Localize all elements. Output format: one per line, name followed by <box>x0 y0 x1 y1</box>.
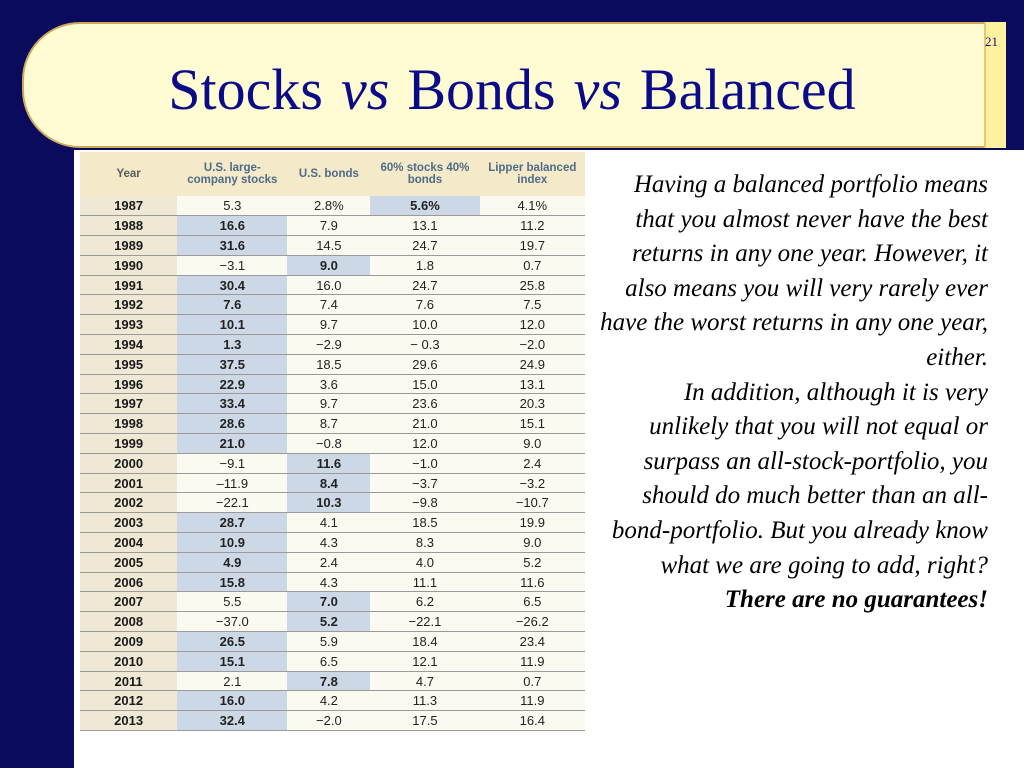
value-cell: 21.0 <box>177 434 287 454</box>
table-row <box>80 196 585 216</box>
value-cell: 1.8 <box>370 255 479 275</box>
table-row <box>80 275 585 295</box>
title-bonds: Bonds <box>407 57 556 122</box>
paragraph-addition: In addition, although it is very unlikely that you will not equal or surpass an all-stock-portfolio, you should do much better than an all-bond-portfolio. But you already know what we are going to add, right? <box>611 378 988 579</box>
value-cell: 11.9 <box>480 651 585 671</box>
value-cell: 5.3 <box>177 196 287 216</box>
year-cell: 1999 <box>80 434 177 454</box>
value-cell: 15.1 <box>480 414 585 434</box>
title-balanced: Balanced <box>639 57 856 122</box>
value-cell: 11.9 <box>480 691 585 711</box>
value-cell: 0.7 <box>480 671 585 691</box>
value-cell: 3.6 <box>287 374 370 394</box>
value-cell: 18.5 <box>287 354 370 374</box>
slide-title <box>0 50 1024 130</box>
value-cell: 10.0 <box>370 315 479 335</box>
value-cell: −26.2 <box>480 612 585 632</box>
year-cell: 1990 <box>80 255 177 275</box>
table-row <box>80 533 585 553</box>
value-cell: 6.2 <box>370 592 479 612</box>
value-cell: 4.3 <box>287 533 370 553</box>
year-cell: 2012 <box>80 691 177 711</box>
value-cell: 7.9 <box>287 216 370 236</box>
year-cell: 2006 <box>80 572 177 592</box>
value-cell: 28.6 <box>177 414 287 434</box>
year-cell: 2008 <box>80 612 177 632</box>
value-cell: 0.7 <box>480 255 585 275</box>
value-cell: 11.6 <box>480 572 585 592</box>
table-row <box>80 434 585 454</box>
value-cell: 10.3 <box>287 493 370 513</box>
value-cell: 11.6 <box>287 453 370 473</box>
value-cell: 16.4 <box>480 711 585 731</box>
table-row <box>80 552 585 572</box>
value-cell: 20.3 <box>480 394 585 414</box>
table-row <box>80 711 585 731</box>
value-cell: −3.7 <box>370 473 479 493</box>
value-cell: 24.7 <box>370 236 479 256</box>
year-cell: 1988 <box>80 216 177 236</box>
title-stocks: Stocks <box>168 57 323 122</box>
value-cell: 7.4 <box>287 295 370 315</box>
value-cell: 7.5 <box>480 295 585 315</box>
value-cell: 2.4 <box>480 453 585 473</box>
table-row <box>80 513 585 533</box>
value-cell: 16.0 <box>287 275 370 295</box>
year-cell: 2002 <box>80 493 177 513</box>
value-cell: 11.2 <box>480 216 585 236</box>
value-cell: 2.1 <box>177 671 287 691</box>
value-cell: 1.3 <box>177 335 287 355</box>
value-cell: 17.5 <box>370 711 479 731</box>
value-cell: 11.3 <box>370 691 479 711</box>
value-cell: 9.7 <box>287 394 370 414</box>
value-cell: 37.5 <box>177 354 287 374</box>
value-cell: 7.0 <box>287 592 370 612</box>
value-cell: − 0.3 <box>370 335 479 355</box>
table-row <box>80 414 585 434</box>
value-cell: 2.8% <box>287 196 370 216</box>
value-cell: −3.1 <box>177 255 287 275</box>
value-cell: 4.7 <box>370 671 479 691</box>
value-cell: 12.0 <box>480 315 585 335</box>
value-cell: 24.9 <box>480 354 585 374</box>
value-cell: 32.4 <box>177 711 287 731</box>
table-row <box>80 236 585 256</box>
value-cell: 10.1 <box>177 315 287 335</box>
value-cell: 13.1 <box>370 216 479 236</box>
value-cell: 9.0 <box>480 434 585 454</box>
value-cell: 4.2 <box>287 691 370 711</box>
table-row <box>80 632 585 652</box>
value-cell: 29.6 <box>370 354 479 374</box>
table-row <box>80 493 585 513</box>
table-body <box>80 196 585 731</box>
table-row <box>80 354 585 374</box>
year-cell: 1995 <box>80 354 177 374</box>
value-cell: 4.1 <box>287 513 370 533</box>
table-row <box>80 671 585 691</box>
value-cell: −3.2 <box>480 473 585 493</box>
value-cell: 14.5 <box>287 236 370 256</box>
table-row <box>80 651 585 671</box>
value-cell: 4.3 <box>287 572 370 592</box>
year-cell: 2000 <box>80 453 177 473</box>
value-cell: −9.8 <box>370 493 479 513</box>
table-row <box>80 374 585 394</box>
value-cell: 4.9 <box>177 552 287 572</box>
value-cell: −2.9 <box>287 335 370 355</box>
value-cell: 2.4 <box>287 552 370 572</box>
year-cell: 1998 <box>80 414 177 434</box>
value-cell: 28.7 <box>177 513 287 533</box>
table-row <box>80 691 585 711</box>
header-60-40: 60% stocks 40% bonds <box>370 152 479 196</box>
header-year: Year <box>80 152 177 196</box>
value-cell: 9.0 <box>480 533 585 553</box>
value-cell: 13.1 <box>480 374 585 394</box>
header-lipper-balanced: Lipper balanced index <box>480 152 585 196</box>
value-cell: 8.7 <box>287 414 370 434</box>
value-cell: 31.6 <box>177 236 287 256</box>
year-cell: 2003 <box>80 513 177 533</box>
value-cell: 33.4 <box>177 394 287 414</box>
value-cell: 8.4 <box>287 473 370 493</box>
value-cell: 7.8 <box>287 671 370 691</box>
table-header-row <box>80 152 585 196</box>
value-cell: 15.8 <box>177 572 287 592</box>
value-cell: 9.0 <box>287 255 370 275</box>
value-cell: −1.0 <box>370 453 479 473</box>
value-cell: 12.1 <box>370 651 479 671</box>
table-row <box>80 335 585 355</box>
value-cell: −2.0 <box>287 711 370 731</box>
value-cell: −9.1 <box>177 453 287 473</box>
paragraph-balanced: Having a balanced portfolio means that you almost never have the best returns in any one year. However, it also means you will very rarely ever have the worst returns in any one year, either. <box>600 171 988 371</box>
year-cell: 2010 <box>80 651 177 671</box>
title-vs-1: vs <box>340 57 390 122</box>
value-cell: 25.8 <box>480 275 585 295</box>
value-cell: 30.4 <box>177 275 287 295</box>
value-cell: −37.0 <box>177 612 287 632</box>
value-cell: 16.6 <box>177 216 287 236</box>
year-cell: 2001 <box>80 473 177 493</box>
value-cell: 23.6 <box>370 394 479 414</box>
table-row <box>80 394 585 414</box>
value-cell: 22.9 <box>177 374 287 394</box>
value-cell: 5.6% <box>370 196 479 216</box>
value-cell: 5.9 <box>287 632 370 652</box>
value-cell: 7.6 <box>370 295 479 315</box>
header-us-bonds: U.S. bonds <box>287 152 370 196</box>
value-cell: 23.4 <box>480 632 585 652</box>
table-row <box>80 473 585 493</box>
year-cell: 1992 <box>80 295 177 315</box>
table-row <box>80 315 585 335</box>
value-cell: 18.4 <box>370 632 479 652</box>
value-cell: 19.9 <box>480 513 585 533</box>
value-cell: 26.5 <box>177 632 287 652</box>
value-cell: 15.1 <box>177 651 287 671</box>
header-large-company-stocks: U.S. large-company stocks <box>177 152 287 196</box>
value-cell: 5.2 <box>480 552 585 572</box>
table-row <box>80 255 585 275</box>
value-cell: −0.8 <box>287 434 370 454</box>
returns-table <box>80 152 585 731</box>
table-row <box>80 572 585 592</box>
year-cell: 1991 <box>80 275 177 295</box>
value-cell: –11.9 <box>177 473 287 493</box>
value-cell: 11.1 <box>370 572 479 592</box>
table-row <box>80 592 585 612</box>
table-row <box>80 453 585 473</box>
value-cell: 21.0 <box>370 414 479 434</box>
value-cell: 5.5 <box>177 592 287 612</box>
value-cell: 18.5 <box>370 513 479 533</box>
year-cell: 1994 <box>80 335 177 355</box>
year-cell: 2004 <box>80 533 177 553</box>
value-cell: 4.0 <box>370 552 479 572</box>
table-row <box>80 295 585 315</box>
year-cell: 1996 <box>80 374 177 394</box>
year-cell: 1989 <box>80 236 177 256</box>
value-cell: 5.2 <box>287 612 370 632</box>
year-cell: 2013 <box>80 711 177 731</box>
value-cell: 16.0 <box>177 691 287 711</box>
value-cell: 19.7 <box>480 236 585 256</box>
year-cell: 1997 <box>80 394 177 414</box>
value-cell: 7.6 <box>177 295 287 315</box>
value-cell: 8.3 <box>370 533 479 553</box>
value-cell: −22.1 <box>177 493 287 513</box>
page-number: 21 <box>985 34 998 49</box>
value-cell: −10.7 <box>480 493 585 513</box>
value-cell: 6.5 <box>287 651 370 671</box>
paragraph-guarantees: There are no guarantees! <box>724 586 988 614</box>
year-cell: 2009 <box>80 632 177 652</box>
table-row <box>80 612 585 632</box>
value-cell: 15.0 <box>370 374 479 394</box>
year-cell: 2007 <box>80 592 177 612</box>
value-cell: −22.1 <box>370 612 479 632</box>
year-cell: 1987 <box>80 196 177 216</box>
value-cell: −2.0 <box>480 335 585 355</box>
title-vs-2: vs <box>573 57 622 122</box>
value-cell: 24.7 <box>370 275 479 295</box>
table-row <box>80 216 585 236</box>
value-cell: 6.5 <box>480 592 585 612</box>
value-cell: 9.7 <box>287 315 370 335</box>
value-cell: 10.9 <box>177 533 287 553</box>
value-cell: 12.0 <box>370 434 479 454</box>
body-text <box>600 168 988 618</box>
year-cell: 1993 <box>80 315 177 335</box>
value-cell: 4.1% <box>480 196 585 216</box>
year-cell: 2005 <box>80 552 177 572</box>
year-cell: 2011 <box>80 671 177 691</box>
